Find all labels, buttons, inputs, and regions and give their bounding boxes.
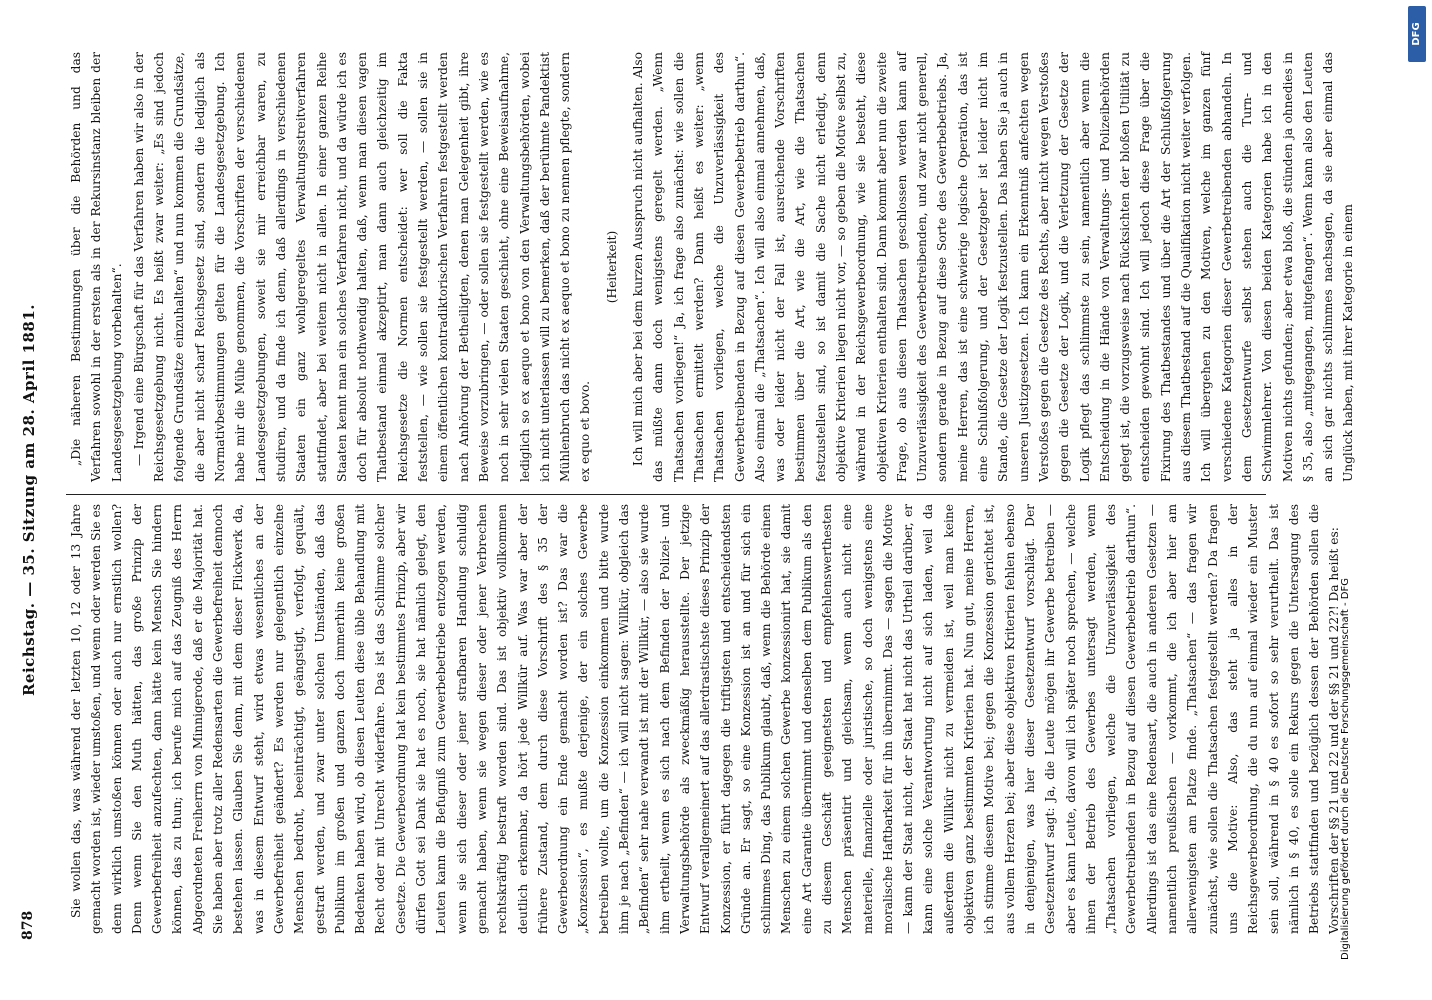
dfg-logo-text: DFG xyxy=(1411,22,1422,46)
header-title: Reichstag. — 35. Sitzung am 28. April 1881. xyxy=(20,303,38,697)
left-column xyxy=(66,504,1342,934)
digitization-notice-text: Digitalisierung gefördert durch die Deutsche Forschungsgemeinschaft - DFG xyxy=(1340,577,1351,960)
right-column-paragraph: — Irgend eine Bürgschaft für das Verfahren haben wir also in der Reichsgesetzgebung nicht. Es heißt zwar weiter: „Es sind jedoch folgende Grundsätze einzuhalten“ und nun kommen die Grundsätze, die aber nicht scharf Reichsgesetz sind, sondern die lediglich als Normativbestimmungen gelten für die Landesgesetzgebung. Ich habe mir die Mühe genommen, die Vorschriften der verschiedenen Landesgesetzgebungen, soweit sie mir erreichbar waren, zu studiren, und da finde ich denn, daß allerdings in verschiedenen Staaten ein ganz wohlgeregeltes Verwaltungsstreitverfahren stattfindet, aber bei weitem nicht in allen. In einer ganzen Reihe Staaten kennt man ein solches Verfahren nicht, und da würde ich es doch für absolut nothwendig halten, daß, wenn man diesen vagen Thatbestand einmal akzeptirt, man dann auch gleichzeitig im Reichsgesetze die Normen entscheidet: wer soll die Fakta feststellen, — wie sollen sie festgestellt werden, — sollen sie in einem öffentlichen kontradiktorischen Verfahren festgestellt werden nach Anhörung der Betheiligten, denen man Gelegenheit gibt, ihre Beweise vorzubringen, — oder sollen sie festgestellt werden, wie es noch in sehr vielen Staaten geschieht, ohne eine Beweisaufnahme, lediglich so ex aequo et bono von den Verwaltungsbehörden, wobei ich nicht unterlassen will zu bemerken, daß der berühmte Pandektist Mühlenbruch das nicht ex aequo et bono zu nennen pflegte, sondern ex equo et bovo. xyxy=(131,52,593,482)
stage-direction: (Heiterkeit) xyxy=(604,230,619,304)
column-divider xyxy=(66,494,1266,495)
running-head xyxy=(20,60,50,940)
right-column xyxy=(66,52,1356,482)
right-column-paragraph: Ich will mich aber bei dem kurzen Ausspruch nicht aufhalten. Also das müßte dann doch wenigstens geregelt werden. „Wenn Thatsachen vorliegen!“ Ja, ich frage also zunächst: wie sollen die Thatsachen ermittelt werden? Dann heißt es weiter: „wenn Thatsachen vorliegen, welche die Unzuverlässigkeit des Gewerbetreibenden in Bezug auf diesen Gewerbebetrieb darthun“. Also einmal die „Thatsachen“. Ich will also einmal annehmen, daß, was oder leider nicht der Fall ist, ausreichende Vorschriften bestimmen über die Art, wie die Art, wie die Thatsachen festzustellen sind, so ist damit die Sache nicht erledigt, denn objektive Kriterien liegen nicht vor, — so geben die Motive selbst zu, während in der Reichsgewerbeordnung, wie sie besteht, diese objektiven Kriterien enthalten sind. Dann kommt aber nun die zweite Frage, ob aus diesen Thatsachen geschlossen werden kann auf Unzuverlässigkeit des Gewerbetreibenden, und zwar nicht generell, sondern gerade in Bezug auf diese Sorte des Gewerbebetriebs. Ja, meine Herren, das ist eine schwierige logische Operation, das ist eine Schlußfolgerung, und der Gesetzgeber ist leider nicht im Stande, die Gesetze der Logik festzustellen. Das haben Sie ja auch in unseren Justizgesetzen. Ich kann ein Erkenntniß anfechten wegen Verstoßes gegen die Gesetze des Rechts, aber nicht wegen Verstoßes gegen die Gesetze der Logik, und die Verletzung der Gesetze der Logik pflegt das schlimmste zu sein, namentlich aber wenn die Entscheidung in die Hände von Verwaltungs- und Polizeibehörden gelegt ist, die vorzugsweise nach Rücksichten der bloßen Utilität zu entscheiden gewohnt sind. Ich will jedoch diese Frage über die Fixirung des Thatbestandes und über die Art der Schlußfolgerung aus diesem Thatbestand auf die Qualifikation nicht weiter verfolgen. Ich will übergehen zu den Motiven, welche im ganzen fünf verschiedene Kategorien dieser Gewerbetreibenden abhandeln. In dem Gesetzentwurfe selbst stehen auch die Turn- und Schwimmlehrer. Von diesen beiden Kategorien habe ich in den Motiven nichts gefunden; aber etwa bloß, die stünden ja ohnedies in § 35, also „mitgegangen, mitgefangen“. Wenn kann also den Leuten an sich gar nichts schlimmes nachsagen, da sie aber einmal das Unglück haben, mit ihrer Kategorie in einem xyxy=(631,52,1356,482)
left-column-paragraph: Sie wollen das, was während der letzten 10, 12 oder 13 Jahre gemacht worden ist, wieder umstoßen, und wenn oder werden Sie es denn wirklich umstoßen können oder auch nur ernstlich wollen? Denn wenn Sie den Muth hätten, das große Prinzip der Gewerbefreiheit anzufechten, dann hätte kein Mensch Sie hindern können, das zu thun; ich berufe mich auf das Zeugniß des Herrn Abgeordneten Freiherrn von Minnigerode, daß er die Majorität hat. Sie haben aber trotz aller Redensarten die Gewerbefreiheit dennoch bestehen lassen. Glauben Sie denn, mit dem dieser Flickwerk da, was in diesem Entwurf steht, wird etwas wesentliches an der Gewerbefreiheit geändert? Es werden nur gelegentlich einzelne Menschen bedroht, beeinträchtigt, geängstigt, verfolgt, gequält, gestraft werden, und zwar unter solchen Umständen, daß das Publikum im großen und ganzen doch immerhin keine großen Bedenken haben wird, ob diesen Leuten diese üble Behandlung mit Recht oder mit Unrecht widerfahre. Das ist das Schlimme solcher Gesetze. Die Gewerbeordnung hat kein bestimmtes Prinzip, aber wir dürfen Gott sei Dank sie hat es noch, sie hat nämlich gelegt, den Leuten kann die Befugniß zum Gewerbebetriebe entzogen werden, wenn sie sich dieser oder jener strafbaren Handlung schuldig gemacht haben, wenn sie wegen dieser oder jener Verbrechen rechtskräftig bestraft worden sind. Das ist objektiv vollkommen deutlich erkennbar, da hört jede Willkür auf. Was war aber der frühere Zustand, dem durch diese Vorschrift des § 35 der Gewerbeordnung ein Ende gemacht worden ist? Das war die „Konzession“, es mußte derjenige, der ein solches Gewerbe betreiben wollte, um die Konzession einkommen und bitte wurde ihm je nach „Befinden“ — ich will nicht sagen: Willkür, obgleich das „Befinden“ sehr nahe verwandt ist mit der Willkür, — also sie wurde ihm ertheilt, wenn es sich nach dem Befinden der Polizei- und Verwaltungsbehörde als zweckmäßig herausstellte. Der jetzige Entwurf verallgemeinert auf das allerdrastischste dieses Prinzip der Konzession, er führt dagegen die triftigsten und entscheidendsten Gründe an. Er sagt, so eine Konzession ist an und für sich ein schlimmes Ding, das Publikum glaubt, daß, wenn die Behörde einen Menschen zu einem solchen Gewerbe konzessionirt hat, sie damit eine Art Garantie übernimmt und denselben dem Publikum als den zu diesem Geschäft geeignetsten und empfehlenswerthesten Menschen präsentirt und gleichsam, wenn auch nicht eine materielle, finanzielle oder juristische, so doch wenigstens eine moralische Haftbarkeit für ihn übernimmt. Das — sagen die Motive — kann der Staat nicht, der Staat hat nicht das Urtheil darüber, er kann eine solche Verantwortung nicht auf sich laden, weil da außerdem die Willkür nicht zu vermeiden ist, weil man keine objektiven ganz bestimmten Kriterien hat. Nun gut, meine Herren, ich stimme diesem Motive bei; gegen die Konzession gerichtet ist, aus vollem Herzen bei; aber diese objektiven Kriterien fehlen ebenso in denjenigen, was hier dieser Gesetzentwurf vorschlägt. Der Gesetzentwurf sagt: Ja, die Leute mögen ihr Gewerbe betreiben — aber es kann Leute, davon will ich später noch sprechen, — welche ihnen der Betrieb des Gewerbes untersagt werden, wenn „Thatsachen vorliegen, welche die Unzuverlässigkeit des Gewerbetreibenden in Bezug auf diesen Gewerbebetrieb darthun“. Allerdings ist das eine Redensart, die auch in anderen Gesetzen — namentlich preußischen — vorkommt, die ich aber hier am allerwenigsten am Platze finde. „Thatsachen“ — das fragen wir zunächst, wie sollen die Thatsachen festgestellt werden? Da fragen uns die Motive: Also, das steht ja alles in der Reichsgewerbeordnung, die du nun auf einmal wieder ein Muster sein soll, während in § 40 es sofort so sehr verurtheilt. Das ist nämlich in § 40, es solle ein Rekurs gegen die Untersagung des Betriebs stattfinden und bezüglich dessen der Behörden sollen die Vorschriften der §§ 21 und 22 und der §§ 21 und 22?! Da heißt es: xyxy=(69,504,1342,934)
right-column-paragraph: „Die näheren Bestimmungen über die Behörden und das Verfahren sowohl in der ersten als in der Rekursinstanz bleiben der Landesgesetzgebung vorbehalten“. xyxy=(69,52,124,482)
digitization-notice xyxy=(1340,40,1360,960)
page-number: 878 xyxy=(20,910,36,940)
dfg-logo xyxy=(1408,6,1426,62)
